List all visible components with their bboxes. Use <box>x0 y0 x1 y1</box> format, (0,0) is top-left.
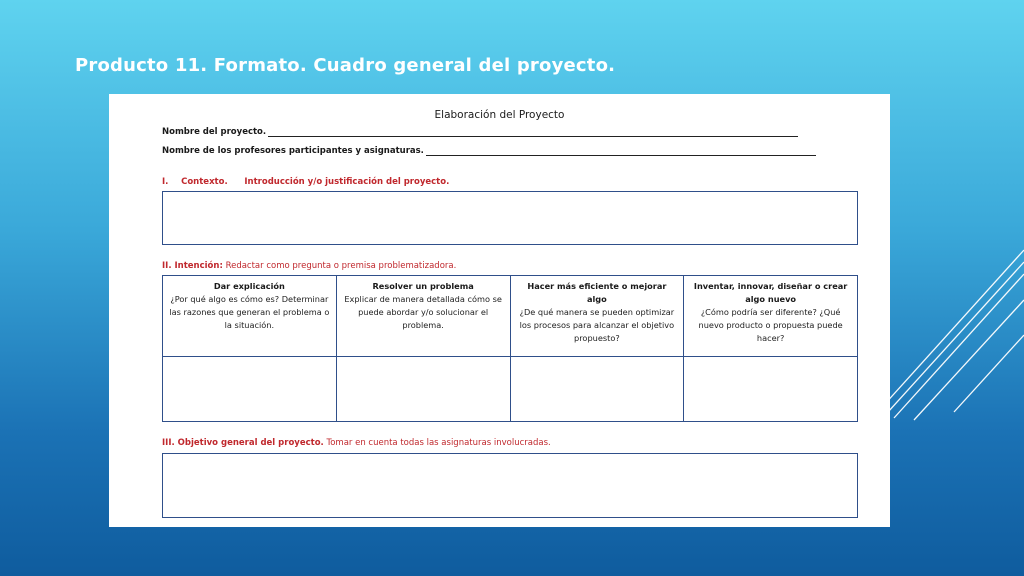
column-title: Resolver un problema <box>372 281 474 291</box>
document-title: Elaboración del Proyecto <box>434 109 565 121</box>
intention-blank-row <box>163 357 858 422</box>
objective-heading <box>162 438 551 448</box>
intention-label: II. Intención: <box>162 261 223 271</box>
blank-cell <box>336 357 510 422</box>
column-title: Hacer más eficiente o mejorar algo <box>527 281 667 304</box>
project-name-blank <box>268 127 798 137</box>
intention-column <box>510 276 684 357</box>
context-heading <box>162 177 449 187</box>
column-description: ¿Por qué algo es cómo es? Determinar las razones que generan el problema o la situación. <box>169 294 330 330</box>
intention-heading <box>162 261 456 271</box>
objective-box <box>162 453 858 518</box>
teachers-label: Nombre de los profesores participantes y asignaturas. <box>162 146 424 156</box>
column-description: ¿Cómo podría ser diferente? ¿Qué nuevo producto o propuesta puede hacer? <box>698 307 843 343</box>
project-name-label: Nombre del proyecto. <box>162 127 267 137</box>
blank-cell <box>684 357 858 422</box>
context-label: Contexto. <box>181 177 228 187</box>
column-description: ¿De qué manera se pueden optimizar los procesos para alcanzar el objetivo propuesto? <box>519 307 675 343</box>
context-description: Introducción y/o justificación del proyecto. <box>244 177 450 187</box>
blank-cell <box>163 357 337 422</box>
column-description: Explicar de manera detallada cómo se puede abordar y/o solucionar el problema. <box>344 294 502 330</box>
document-image <box>109 94 890 527</box>
context-number: I. <box>162 177 169 187</box>
project-name-row <box>162 127 798 137</box>
decorative-lines <box>884 240 1024 430</box>
context-box <box>162 191 858 245</box>
intention-header-row <box>163 276 858 357</box>
intention-description: Redactar como pregunta o premisa problematizadora. <box>225 261 457 271</box>
teachers-blank <box>426 146 816 156</box>
teachers-row <box>162 146 816 156</box>
slide-title: Producto 11. Formato. Cuadro general del proyecto. <box>75 55 616 76</box>
intention-column <box>336 276 510 357</box>
intention-column <box>163 276 337 357</box>
intention-column <box>684 276 858 357</box>
column-title: Inventar, innovar, diseñar o crear algo nuevo <box>693 281 848 304</box>
blank-cell <box>510 357 684 422</box>
column-title: Dar explicación <box>213 281 285 291</box>
intention-table <box>162 275 858 422</box>
objective-label: III. Objetivo general del proyecto. <box>162 438 324 448</box>
objective-description: Tomar en cuenta todas las asignaturas involucradas. <box>326 438 551 448</box>
